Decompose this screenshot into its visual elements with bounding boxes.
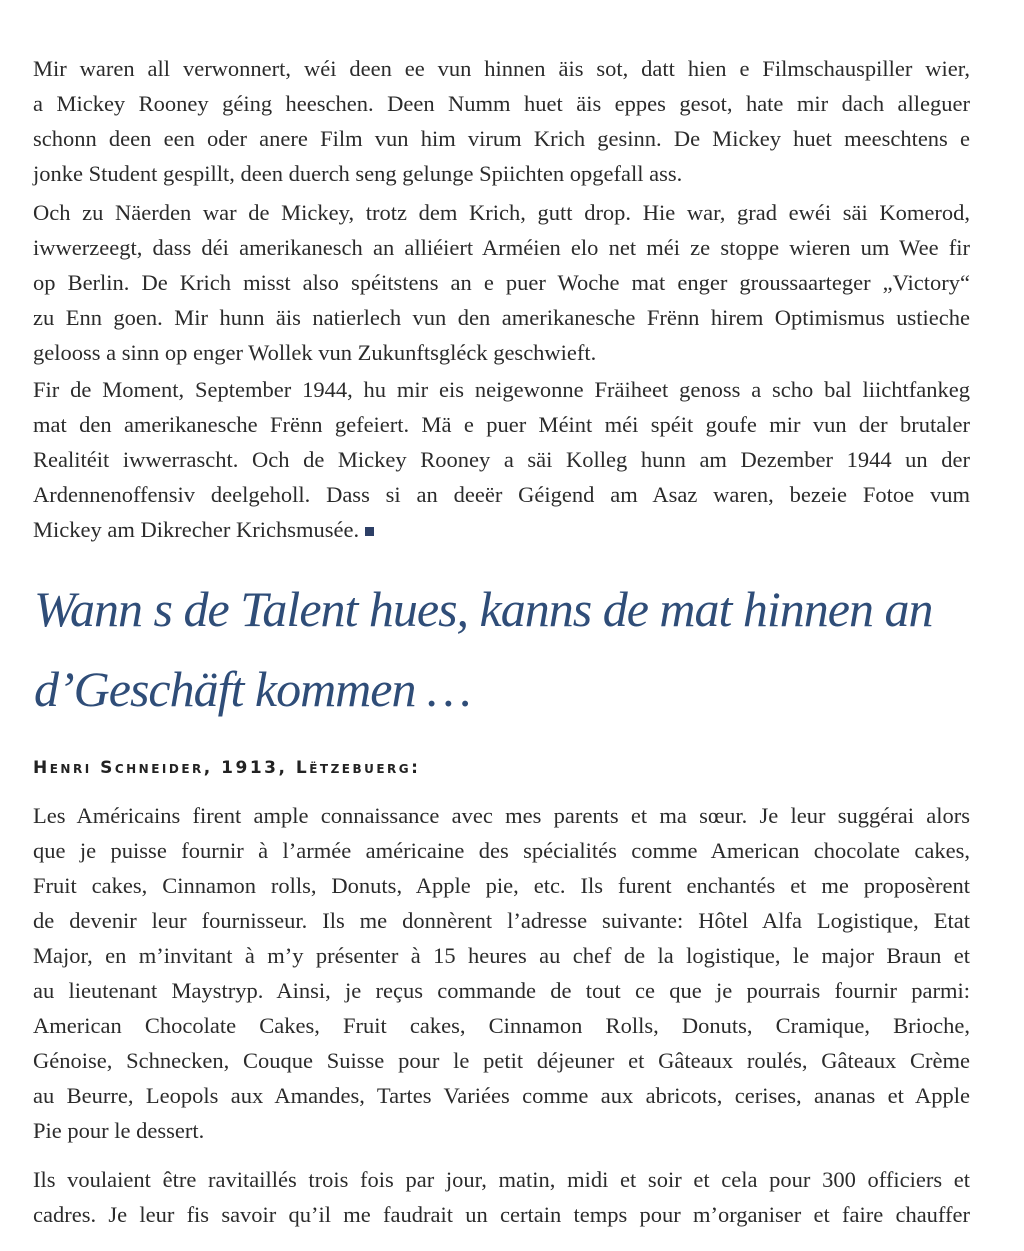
text-line: mat den amerikanesche Frënn gefeiert. Mä e puer Méint méi spéit goufe mir vun der brutaler xyxy=(33,412,970,437)
text-line: a Mickey Rooney géing heeschen. Deen Numm huet äis eppes gesot, hate mir dach alleguer xyxy=(33,91,970,116)
paragraph-lb-2 xyxy=(33,195,970,370)
text-line: Pie pour le dessert. xyxy=(33,1118,205,1143)
text-line: Fir de Moment, September 1944, hu mir eis neigewonne Fräiheet genoss a scho bal liichtfankeg xyxy=(33,377,970,402)
pull-quote-line-2: d’Geschäft kommen … xyxy=(34,661,471,717)
speaker-heading: Henri Schneider, 1913, Lëtzebuerg: xyxy=(33,758,421,778)
text-line: schonn deen een oder anere Film vun him virum Krich gesinn. De Mickey huet meeschtens e xyxy=(33,126,970,151)
paragraph-lb-3 xyxy=(33,372,970,547)
paragraph-fr-2 xyxy=(33,1162,970,1232)
text-line: Major, en m’invitant à m’y présenter à 15 heures au chef de la logistique, le major Braun et xyxy=(33,943,970,968)
text-line: jonke Student gespillt, deen duerch seng gelunge Spiichten opgefall ass. xyxy=(33,161,683,186)
end-of-article-mark-icon xyxy=(365,527,374,536)
pull-quote-line-1: Wann s de Talent hues, kanns de mat hinnen an xyxy=(34,581,933,637)
text-line: iwwerzeegt, dass déi amerikanesch an alliéiert Arméien elo net méi ze stoppe wieren um Wee fir xyxy=(33,235,970,260)
text-line: au lieutenant Maystryp. Ainsi, je reçus commande de tout ce que je pourrais fournir parmi: xyxy=(33,978,970,1003)
text-line: American Chocolate Cakes, Fruit cakes, Cinnamon Rolls, Donuts, Cramique, Brioche, xyxy=(33,1013,970,1038)
text-line: Ils voulaient être ravitaillés trois fois par jour, matin, midi et soir et cela pour 300 officiers et xyxy=(33,1167,970,1192)
text-line: que je puisse fournir à l’armée américaine des spécialités comme American chocolate cakes, xyxy=(33,838,970,863)
text-line: Fruit cakes, Cinnamon rolls, Donuts, Apple pie, etc. Ils furent enchantés et me proposèrent xyxy=(33,873,970,898)
text-line: cadres. Je leur fis savoir qu’il me faudrait un certain temps pour m’organiser et faire chauffer xyxy=(33,1202,970,1227)
text-line: Ardennenoffensiv deelgeholl. Dass si an deeër Géigend am Asaz waren, bezeie Fotoe vum xyxy=(33,482,970,507)
text-line: Les Américains firent ample connaissance avec mes parents et ma sœur. Je leur suggérai alors xyxy=(33,803,970,828)
text-line: Realitéit iwwerrascht. Och de Mickey Rooney a säi Kolleg hunn am Dezember 1944 un der xyxy=(33,447,970,472)
text-line: zu Enn goen. Mir hunn äis natierlech vun den amerikanesche Frënn hirem Optimismus ustieche xyxy=(33,305,970,330)
text-line: Och zu Näerden war de Mickey, trotz dem Krich, gutt drop. Hie war, grad ewéi säi Komerod, xyxy=(33,200,970,225)
text-line: Génoise, Schnecken, Couque Suisse pour le petit déjeuner et Gâteaux roulés, Gâteaux Crème xyxy=(33,1048,970,1073)
text-line: de devenir leur fournisseur. Ils me donnèrent l’adresse suivante: Hôtel Alfa Logistique, Etat xyxy=(33,908,970,933)
text-line: Mir waren all verwonnert, wéi deen ee vun hinnen äis sot, datt hien e Filmschauspiller wier, xyxy=(33,56,970,81)
text-line: gelooss a sinn op enger Wollek vun Zukunftsgléck geschwieft. xyxy=(33,340,597,365)
text-line: Mickey am Dikrecher Krichsmusée. xyxy=(33,512,970,547)
text-line: au Beurre, Leopols aux Amandes, Tartes Variées comme aux abricots, cerises, ananas et Apple xyxy=(33,1083,970,1108)
paragraph-lb-1 xyxy=(33,51,970,191)
paragraph-fr-1 xyxy=(33,798,970,1148)
text-line: op Berlin. De Krich misst also spéitstens an e puer Woche mat enger groussaarteger „Victory“ xyxy=(33,270,970,295)
